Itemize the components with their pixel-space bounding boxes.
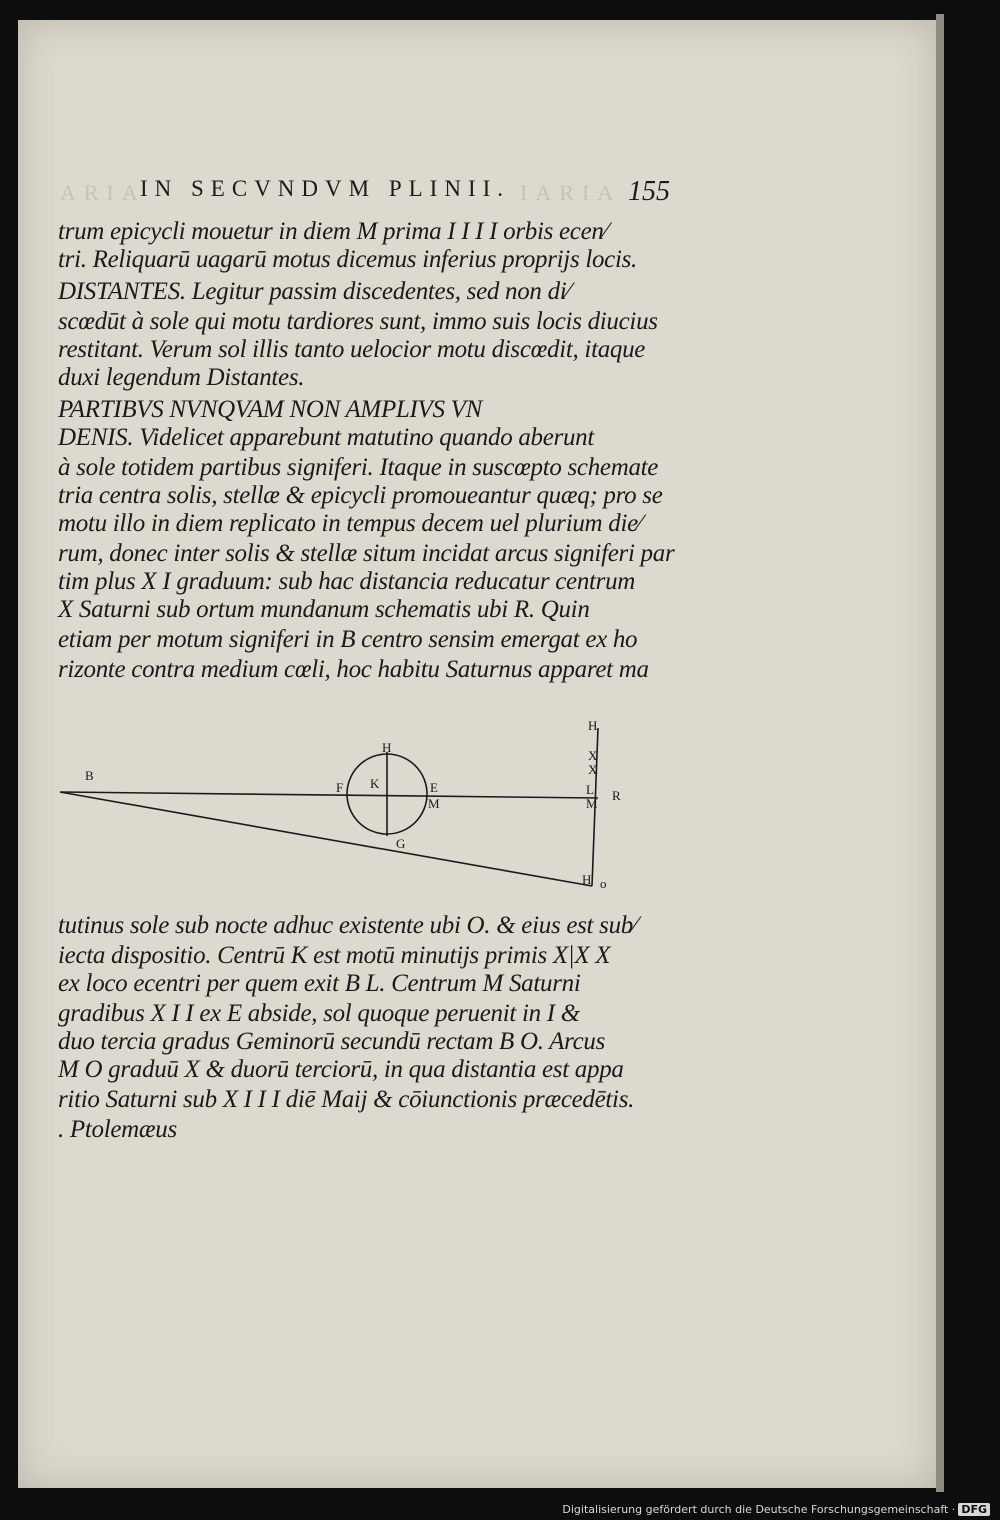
- label-x2: X: [588, 762, 598, 777]
- label-e: E: [430, 780, 438, 795]
- text-line: restitant. Verum sol illis tanto uelocior motu discœdit, itaque: [58, 336, 646, 363]
- page-number: 155: [628, 176, 670, 207]
- footer-text: Digitalisierung gefördert durch die Deutsche Forschungsgemeinschaft ·: [562, 1503, 956, 1516]
- text-line: PARTIBVS NVNQVAM NON AMPLIVS VN: [58, 396, 483, 423]
- label-r: R: [612, 788, 621, 803]
- astronomical-diagram: [40, 700, 680, 910]
- text-line: motu illo in diem replicato in tempus decem uel plurium die⁄: [58, 510, 642, 537]
- text-line: rizonte contra medium cœli, hoc habitu Saturnus apparet ma: [58, 656, 649, 683]
- text-line: rum, donec inter solis & stellæ situm incidat arcus signiferi par: [58, 540, 675, 567]
- bleed-through-right: IARIA: [520, 180, 622, 205]
- page-edge: [936, 14, 944, 1492]
- label-o: o: [600, 876, 607, 891]
- text-line: tutinus sole sub nocte adhuc existente ubi O. & eius est sub⁄: [58, 912, 637, 939]
- text-line: tim plus X I graduum: sub hac distancia reducatur centrum: [58, 568, 636, 595]
- label-f: F: [336, 780, 344, 795]
- text-line: duxi legendum Distantes.: [58, 364, 305, 391]
- catchword-line: . Ptolemæus: [58, 1116, 177, 1143]
- text-line: ritio Saturni sub X I I I diē Maij & cōiunctionis præcedētis.: [58, 1086, 635, 1113]
- dfg-logo: DFG: [958, 1503, 990, 1516]
- text-line: duo tercia gradus Geminorū secundū rectam B O. Arcus: [58, 1028, 606, 1055]
- label-x1: X: [588, 748, 598, 763]
- text-line: ex loco ecentri per quem exit B L. Centrum M Saturni: [58, 970, 581, 997]
- text-line: tri. Reliquarū uagarū motus dicemus inferius proprijs locis.: [58, 246, 637, 273]
- text-line: DENIS. Videlicet apparebunt matutino quando aberunt: [58, 424, 595, 451]
- text-line: scœdūt à sole qui motu tardiores sunt, immo suis locis diucius: [58, 308, 658, 335]
- text-line: gradibus X I I ex E abside, sol quoque peruenit in I &: [58, 1000, 580, 1027]
- label-m-right: M: [586, 796, 598, 811]
- label-h-right-bottom: H: [582, 872, 592, 887]
- text-line: X Saturni sub ortum mundanum schematis ubi R. Quin: [58, 596, 590, 623]
- text-line: tria centra solis, stellæ & epicycli promoueantur quæq; pro se: [58, 482, 663, 509]
- line-b-l: [60, 792, 598, 798]
- label-g: G: [396, 836, 406, 851]
- label-h-right-top: H: [588, 718, 598, 733]
- text-line: trum epicycli mouetur in diem M prima I I I I orbis ecen⁄: [58, 218, 608, 245]
- running-head: IN SECVNDVM PLINII.: [140, 176, 511, 201]
- label-h-top: H: [382, 740, 392, 755]
- label-k: K: [370, 776, 380, 791]
- bleed-through-left: ARIA: [60, 180, 146, 205]
- label-b: B: [85, 768, 94, 783]
- text-line: M O graduū X & duorū terciorū, in qua distantia est appa: [58, 1056, 624, 1083]
- text-line: à sole totidem partibus signiferi. Itaque in suscœpto schemate: [58, 454, 659, 481]
- dfg-footer: [562, 1503, 990, 1516]
- line-b-o: [60, 792, 592, 886]
- text-line: DISTANTES. Legitur passim discedentes, sed non di⁄: [58, 278, 571, 305]
- label-m: M: [428, 796, 440, 811]
- label-l: L: [586, 782, 594, 797]
- text-line: etiam per motum signiferi in B centro sensim emergat ex ho: [58, 626, 638, 653]
- text-line: iecta dispositio. Centrū K est motū minutijs primis X|X X: [58, 942, 611, 969]
